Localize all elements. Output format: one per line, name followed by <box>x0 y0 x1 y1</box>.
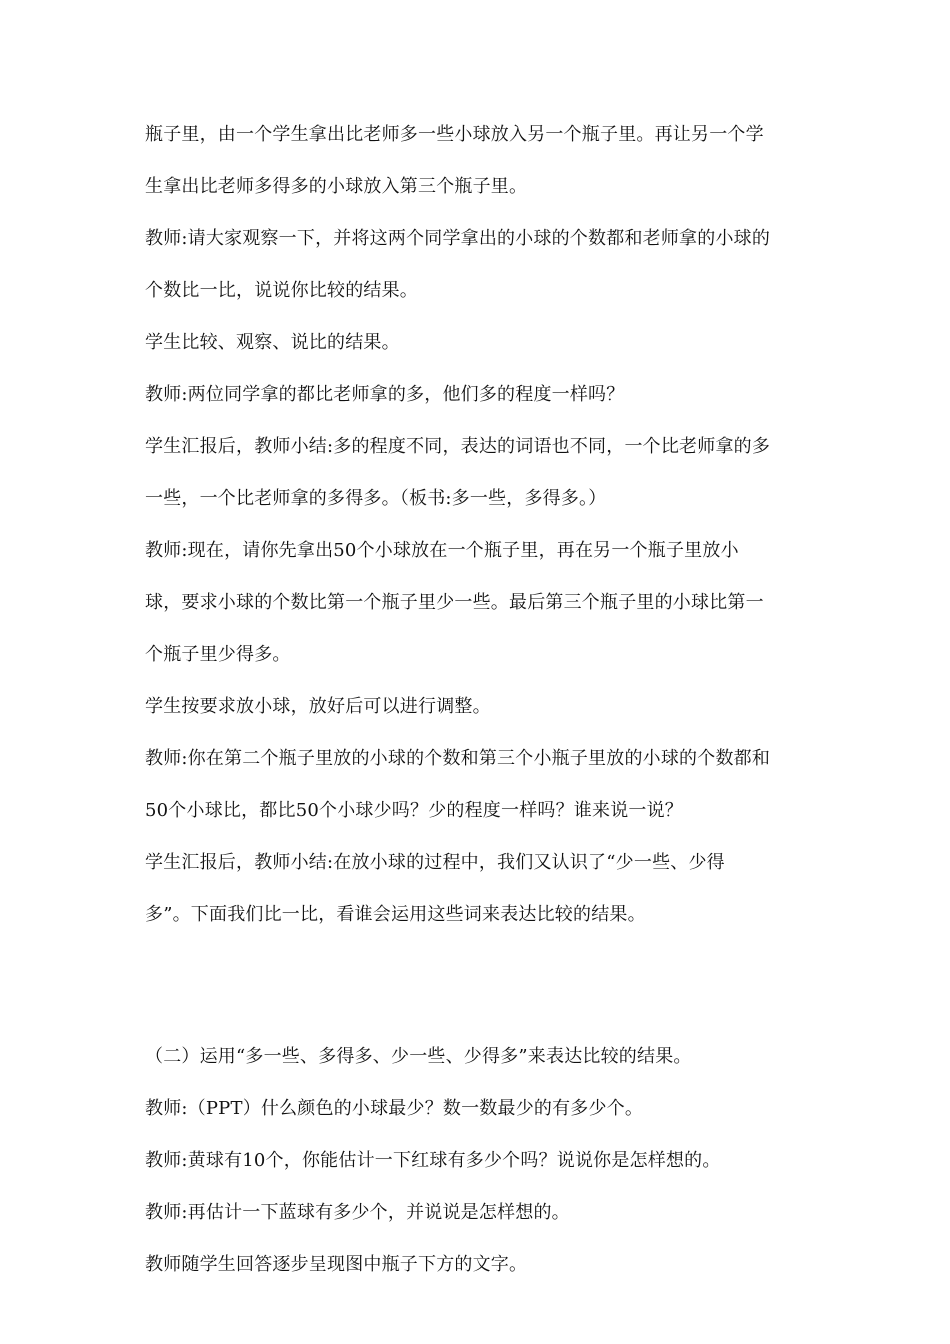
paragraph-line: 一些，一个比老师拿的多得多。（板书:多一些，多得多。） <box>145 488 607 509</box>
section-spacer <box>145 952 810 1042</box>
paragraph-line: 教师:两位同学拿的都比老师拿的多，他们多的程度一样吗？ <box>145 384 625 405</box>
paragraph-line: 教师:（PPT）什么颜色的小球最少？数一数最少的有多少个。 <box>145 1098 644 1119</box>
paragraph-line: 学生按要求放小球，放好后可以进行调整。 <box>145 696 491 717</box>
paragraph-line: 个数比一比，说说你比较的结果。 <box>145 280 418 301</box>
paragraph-line: 教师:请大家观察一下，并将这两个同学拿出的小球的个数都和老师拿的小球的 <box>145 228 771 249</box>
paragraph-line: 学生比较、观察、说比的结果。 <box>145 332 400 353</box>
paragraph-line: 学生汇报后，教师小结:多的程度不同，表达的词语也不同，一个比老师拿的多 <box>145 436 771 457</box>
paragraph-line: 教师:你在第二个瓶子里放的小球的个数和第三个小瓶子里放的小球的个数都和 <box>145 748 771 769</box>
paragraph-line: 瓶子里，由一个学生拿出比老师多一些小球放入另一个瓶子里。再让另一个学 <box>145 124 764 145</box>
paragraph-line: 学生汇报后，教师小结:在放小球的过程中，我们又认识了“少一些、少得 <box>145 852 725 873</box>
document-body <box>145 120 810 1302</box>
paragraph-line: 教师:现在，请你先拿出50个小球放在一个瓶子里，再在另一个瓶子里放小 <box>145 540 739 561</box>
paragraph-line: 生拿出比老师多得多的小球放入第三个瓶子里。 <box>145 176 528 197</box>
paragraph-line: 多”。下面我们比一比，看谁会运用这些词来表达比较的结果。 <box>145 904 646 925</box>
paragraph-line: 教师:黄球有10个，你能估计一下红球有多少个吗？说说你是怎样想的。 <box>145 1150 721 1171</box>
section-heading: （二）运用“多一些、多得多、少一些、少得多”来表达比较的结果。 <box>145 1046 692 1067</box>
paragraph-line: 个瓶子里少得多。 <box>145 644 291 665</box>
paragraph-line: 教师随学生回答逐步呈现图中瓶子下方的文字。 <box>145 1254 528 1275</box>
paragraph-line: 教师:再估计一下蓝球有多少个，并说说是怎样想的。 <box>145 1202 570 1223</box>
paragraph-line: 球，要求小球的个数比第一个瓶子里少一些。最后第三个瓶子里的小球比第一 <box>145 592 764 613</box>
paragraph-line: 50个小球比，都比50个小球少吗？少的程度一样吗？谁来说一说？ <box>145 800 684 821</box>
